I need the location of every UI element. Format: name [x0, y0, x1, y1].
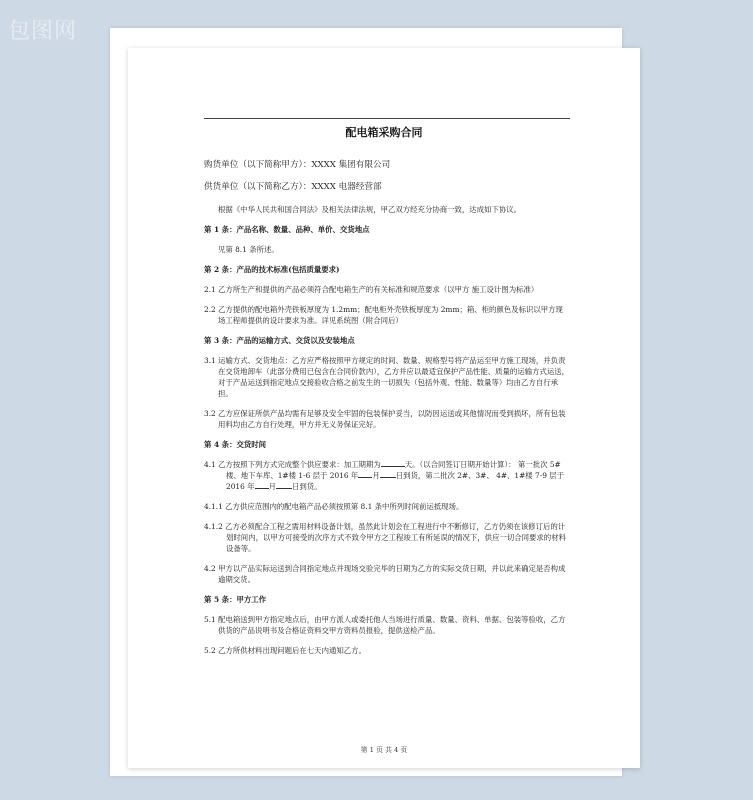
section-5-heading: 第 5 条：甲方工作 [204, 595, 267, 604]
watermark-logo: 包图网 [8, 18, 78, 43]
header-rule [204, 118, 570, 119]
clause-4-2: 4.2 甲方以产品实际运送到合同指定地点并现场交验完毕的日期为乙方的实际交货日期，并以此来确定是否构成逾期交货。 [204, 564, 566, 584]
clause-4-1-calc: 天。（以合同签订日期开始计算）： [404, 460, 516, 469]
month-label-2: 月 [268, 482, 276, 491]
clause-3-2: 3.2 乙方应保证所供产品均需有足够及安全牢固的包装保护妥当，以防因运送或其他情况而受到损坏，所有包装用料均由乙方自行处理，甲方并无义务保证完好。 [204, 409, 566, 429]
section-1-text: 见第 8.1 条所述。 [218, 245, 279, 254]
day-blank-1 [380, 477, 396, 478]
month-label-1: 月 [372, 471, 380, 480]
supplier-line: 供货单位（以下简称乙方）：XXXX 电器经营部 [204, 182, 382, 192]
document-title: 配电箱采购合同 [345, 126, 423, 139]
section-2-heading: 第 2 条：产品的技术标准(包括质量要求) [204, 265, 340, 274]
month-blank-1 [358, 477, 372, 478]
intro-paragraph: 根据《中华人民共和国合同法》及相关法律法规，甲乙双方经充分协商一致，达成如下协议。 [218, 205, 522, 214]
document-page [128, 48, 640, 768]
document-body [204, 160, 570, 665]
clause-4-1-batch2-floors: 4#、1#楼 7-9 层于 2016 年 [226, 471, 565, 491]
clause-3-1: 3.1 运输方式、交货地点：乙方应严格按照甲方规定的时间、数量、规格型号将产品运至甲方施工现场，并负责在交货地卸车（此部分费用已包含在合同价款内），乙方并应以最适宜保护产品性能、质量的运输方式运送，对于产品运送到指定地点交接验收合格之前发生的一切损失（包括外观、性能、数量等）均由乙方自行承担。 [204, 356, 570, 398]
clause-4-1-batch1: 第一批次 5#楼、地下车库、1#楼 1-6 层于 2016 年 [226, 460, 561, 480]
day-blank-2 [276, 488, 292, 489]
clause-4-1 [204, 459, 570, 492]
clause-4-1-lead: 4.1 乙方按照下列方式完成整个供应要求：加工期期为 [204, 460, 381, 469]
clause-5-1: 5.1 配电箱送到甲方指定地点后，由甲方派人或委托他人当场进行质量、数量、资料、单据、包装等验收，乙方供货的产品说明书及合格证资料交甲方资料员报验，提供送检产品。 [204, 615, 566, 635]
clause-4-1-end: 日到货。 [291, 482, 322, 491]
days-blank [381, 466, 405, 467]
clause-4-1-1: 4.1.1 乙方供应范围内的配电箱产品必须按照第 8.1 条中所列时间前运抵现场。 [204, 502, 464, 511]
page-footer: 第 1 页 共 4 页 [360, 746, 408, 754]
buyer-line: 购货单位（以下简称甲方）：XXXX 集团有限公司 [204, 160, 391, 170]
clause-2-1: 2.1 乙方所生产和提供的产品必须符合配电箱生产的有关标准和规范要求（以甲方 施工设计图为标准） [204, 285, 539, 294]
clause-5-2: 5.2 乙方所供材料出现问题后在七天内通知乙方。 [204, 646, 366, 655]
month-blank-2 [255, 488, 269, 489]
section-3-heading: 第 3 条：产品的运输方式、交货以及安装地点 [204, 336, 355, 345]
clause-2-2: 2.2 乙方提供的配电箱外壳铁板厚度为 1.2mm；配电柜外壳铁板厚度为 2mm；箱、柜的颜色及标识以甲方现场工程师提供的设计要求为准。详见系统图（附合同后） [204, 305, 563, 325]
clause-4-1-2: 4.1.2 乙方必须配合工程之需用材料设备计划，虽然此计划会在工程进行中不断修订，乙方仍须在该修订后的计划时间内，以甲方可接受的次序方式不致令甲方之工程竣工有所延误的情况下，供应一切合同要求的材料设备等。 [204, 522, 566, 553]
section-1-heading: 第 1 条：产品名称、数量、品种、单价、交货地点 [204, 225, 370, 234]
clause-4-1-batch2: 日到货，第二批次 2#、3#、 [395, 471, 494, 480]
section-4-heading: 第 4 条：交货时间 [204, 440, 267, 449]
